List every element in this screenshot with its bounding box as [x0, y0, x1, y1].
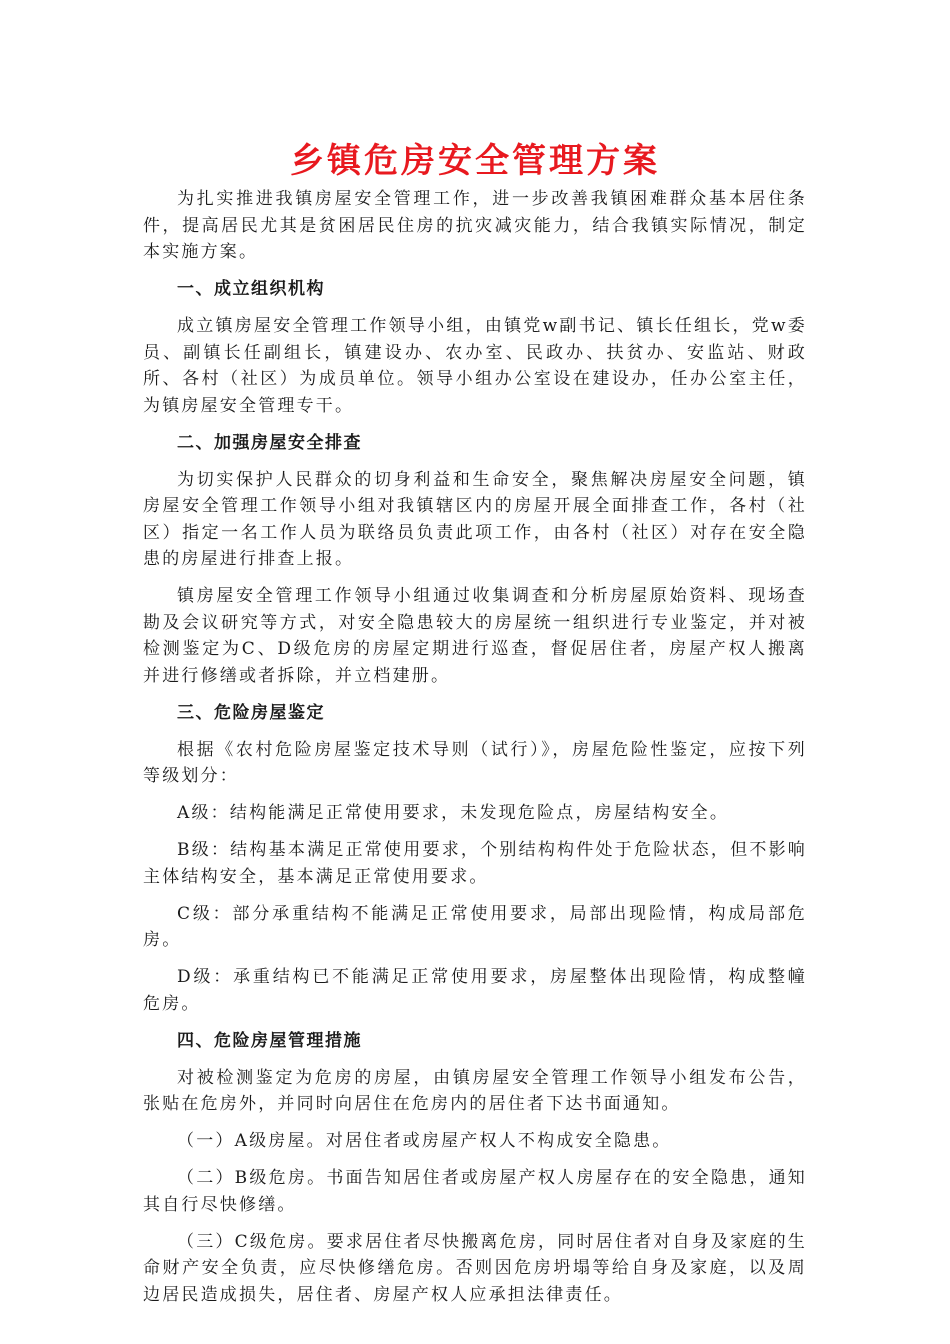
section-heading-4: 四、危险房屋管理措施: [177, 1030, 362, 1051]
grade-c-paragraph: C级：部分承重结构不能满足正常使用要求，局部出现险情，构成局部危房。: [143, 903, 807, 950]
document-body: [143, 186, 807, 1319]
section-2-paragraph-1: 为切实保护人民群众的切身利益和生命安全，聚焦解决房屋安全问题，镇房屋安全管理工作领导小组对我镇辖区内的房屋开展全面排查工作，各村（社区）指定一名工作人员为联络员负责此项工作，由各村（社区）对存在安全隐患的房屋进行排查上报。: [143, 469, 807, 569]
grade-d-paragraph: D级：承重结构已不能满足正常使用要求，房屋整体出现险情，构成整幢危房。: [143, 967, 807, 1014]
section-heading-2: 二、加强房屋安全排查: [177, 432, 362, 453]
measure-1-paragraph: （一）A级房屋。对居住者或房屋产权人不构成安全隐患。: [177, 1131, 672, 1151]
measure-3-paragraph: （三）C级危房。要求居住者尽快搬离危房，同时居住者对自身及家庭的生命财产安全负责，应尽快修缮危房。否则因危房坍塌等给自身及家庭，以及周边居民造成损失，居住者、房屋产权人应承担法律责任。: [143, 1231, 807, 1305]
section-4-paragraph: 对被检测鉴定为危房的房屋，由镇房屋安全管理工作领导小组发布公告，张贴在危房外，并同时向居住在危房内的居住者下达书面通知。: [143, 1067, 807, 1114]
section-heading-3: 三、危险房屋鉴定: [177, 702, 325, 723]
section-heading-1: 一、成立组织机构: [177, 279, 325, 299]
section-2-paragraph-2: 镇房屋安全管理工作领导小组通过收集调查和分析房屋原始资料、现场查勘及会议研究等方式，对安全隐患较大的房屋统一组织进行专业鉴定，并对被检测鉴定为C、D级危房的房屋定期进行巡查，督促居住者，房屋产权人搬离并进行修缮或者拆除，并立档建册。: [143, 586, 807, 686]
grade-b-paragraph: B级：结构基本满足正常使用要求，个别结构构件处于危险状态，但不影响主体结构安全，基本满足正常使用要求。: [143, 840, 807, 887]
section-1-paragraph: 成立镇房屋安全管理工作领导小组，由镇党w副书记、镇长任组长，党w委员、副镇长任副组长，镇建设办、农办室、民政办、扶贫办、安监站、财政所、各村（社区）为成员单位。领导小组办公室设在建设办，任办公室主任，为镇房屋安全管理专干。: [143, 316, 807, 416]
document-title: 乡镇危房安全管理方案: [290, 141, 660, 181]
intro-paragraph: 为扎实推进我镇房屋安全管理工作，进一步改善我镇困难群众基本居住条件，提高居民尤其是贫困居民住房的抗灾减灾能力，结合我镇实际情况，制定本实施方案。: [143, 189, 807, 262]
grade-a-paragraph: A级：结构能满足正常使用要求，未发现危险点，房屋结构安全。: [177, 803, 730, 823]
measure-2-paragraph: （二）B级危房。书面告知居住者或房屋产权人房屋存在的安全隐患，通知其自行尽快修缮。: [143, 1168, 807, 1215]
section-3-paragraph: 根据《农村危险房屋鉴定技术导则（试行）》，房屋危险性鉴定，应按下列等级划分：: [143, 739, 807, 786]
